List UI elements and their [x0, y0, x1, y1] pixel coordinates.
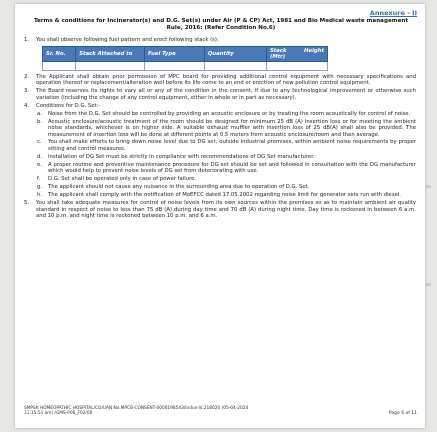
- dg-condition-text: Installation of DG Set must be strictly in compliance with recommendations of DG Set manufacturer.: [48, 153, 315, 160]
- document-page: [15, 4, 425, 428]
- condition-5: [24, 200, 416, 220]
- dg-condition-letter: d.: [37, 153, 43, 160]
- page-number: Page 6 of 11: [388, 411, 417, 416]
- stack-table-header-row: [43, 46, 328, 61]
- dg-condition-letter: a.: [37, 110, 42, 117]
- dg-condition-letter: h.: [37, 191, 43, 198]
- col-sr-no: Sr. No.: [43, 46, 76, 61]
- condition-2: [24, 74, 416, 87]
- table-cell: [266, 61, 327, 70]
- dg-condition-text: Acoustic enclosure/acoustic treatment of the room should be designed for minimum 25 dB (A) insertion loss or for meeting the ambient noise standards, whichever is on higher side. A suitable exhaust muffler with insertion loss of 25 dB(A) shall also be provided. The measurement of insertion loss will be done at different points at 0.5 meters from acoustic enclosure/room and then average.: [48, 118, 416, 138]
- annexure-label: Annexure - II: [369, 9, 417, 17]
- condition-3: [24, 88, 416, 101]
- condition-text: The Board reserves its rights to vary all or any of the condition in the consent, if due to any technological improvement or otherwise such variation (including the change of any control equipment, either in whole or in part as necessary).: [36, 88, 416, 101]
- scroll-marker: [426, 185, 431, 188]
- dg-condition-letter: g.: [37, 184, 43, 191]
- condition-text: The Applicant shall obtain prior permission of MPC board for providing additional control equipment with necessary specifications and operation thereof or replacement/alteration well before its life come to an end or erection of new pollution control equipment.: [36, 73, 416, 86]
- footer-reference: SMPSK HOMEOPATHIC HOSPITAL/CO/UAN No.MPCB-CONSENT-0000198543/Indus-ld.218020 (05-04-2024: [24, 406, 249, 411]
- dg-condition-text: Noise from the D.G. Set should be controlled by providing an acoustic enclosure or by treating the room acoustically for control of noise.: [48, 110, 411, 117]
- table-cell: [76, 61, 145, 70]
- stack-table: [42, 46, 328, 71]
- table-cell: [145, 61, 205, 70]
- dg-condition-f: [36, 176, 416, 183]
- dg-condition-a: [36, 111, 416, 118]
- condition-text: You shall observe following fuel pattern and erect following stack (s):: [36, 37, 219, 43]
- dg-condition-text: The applicant shall comply with the notification of MoEFCC dated 17.05.2002 regarding noise limit for generator sets run with diesel.: [48, 191, 401, 198]
- dg-condition-g: [36, 184, 416, 191]
- dg-condition-letter: e.: [37, 161, 42, 168]
- condition-number: 1.: [24, 37, 30, 43]
- dg-condition-letter: f.: [37, 176, 41, 183]
- condition-number: 2.: [24, 73, 30, 80]
- condition-text: You shall take adequate measures for control of noise levels from its own sources within the premises so as to maintain ambient air quality standard in respect of noise to less than 75 dB (A) during day time and 70 dB (A) during night time. Day time is reckoned in between 6 a.m. and 10 p.m. and night time is reckoned between 10 p.m. and 6 a.m.: [36, 200, 416, 220]
- condition-number: 4.: [24, 102, 30, 109]
- document-title: Terms & conditions for Incinerator(s) and D.G. Set(s) under Air (P & CP) Act, 1981 and Bio Medical waste management Rule, 2016: (Refer Condition No.6): [33, 18, 409, 32]
- dg-condition-text: D.G. Set shall be operated only in case of power failure.: [48, 176, 197, 183]
- table-cell: [204, 61, 266, 70]
- condition-1: [24, 37, 416, 71]
- dg-condition-b: [36, 119, 416, 139]
- condition-number: 3.: [24, 88, 30, 95]
- footer-timestamp: 11:15:51 am) /GMS-P06_F02/00: [24, 411, 93, 417]
- dg-condition-d: [36, 154, 416, 161]
- col-fuel-type: Fuel Type: [145, 46, 205, 61]
- dg-condition-text: A proper routine and preventive maintenance procedure for DG set should be set and followed in consultation with the DG manufacturer which would help to prevent noise levels of DG set from deteriorating with use.: [48, 161, 416, 175]
- condition-number: 5.: [24, 200, 30, 207]
- col-quantity: Quantity: [204, 46, 266, 61]
- stack-table-empty-row: [43, 61, 328, 70]
- page-footer: [24, 406, 248, 416]
- condition-text: Conditions for D.G. Set:-: [36, 102, 101, 109]
- dg-condition-h: [36, 192, 416, 199]
- condition-4: [24, 103, 416, 199]
- conditions-body: [24, 37, 416, 221]
- dg-condition-text: The applicant should not cause any nuisance in the surrounding area due to operation of D.G. Set.: [48, 184, 310, 191]
- dg-condition-c: [36, 139, 416, 152]
- dg-conditions-list: [36, 111, 416, 199]
- dg-condition-letter: b.: [37, 118, 43, 125]
- dg-condition-text: You shall make efforts to bring down noise level due to DG set, outside industrial premises, within ambient noise requirements by proper sitting and control measures.: [48, 139, 416, 152]
- dg-condition-letter: c.: [37, 139, 42, 146]
- scroll-marker: [426, 283, 431, 286]
- dg-condition-e: [36, 162, 416, 175]
- col-stack-height: Stack Height (Mtr): [266, 46, 327, 61]
- table-cell: [43, 61, 76, 70]
- col-stack-attached: Stack Attached to: [76, 46, 145, 61]
